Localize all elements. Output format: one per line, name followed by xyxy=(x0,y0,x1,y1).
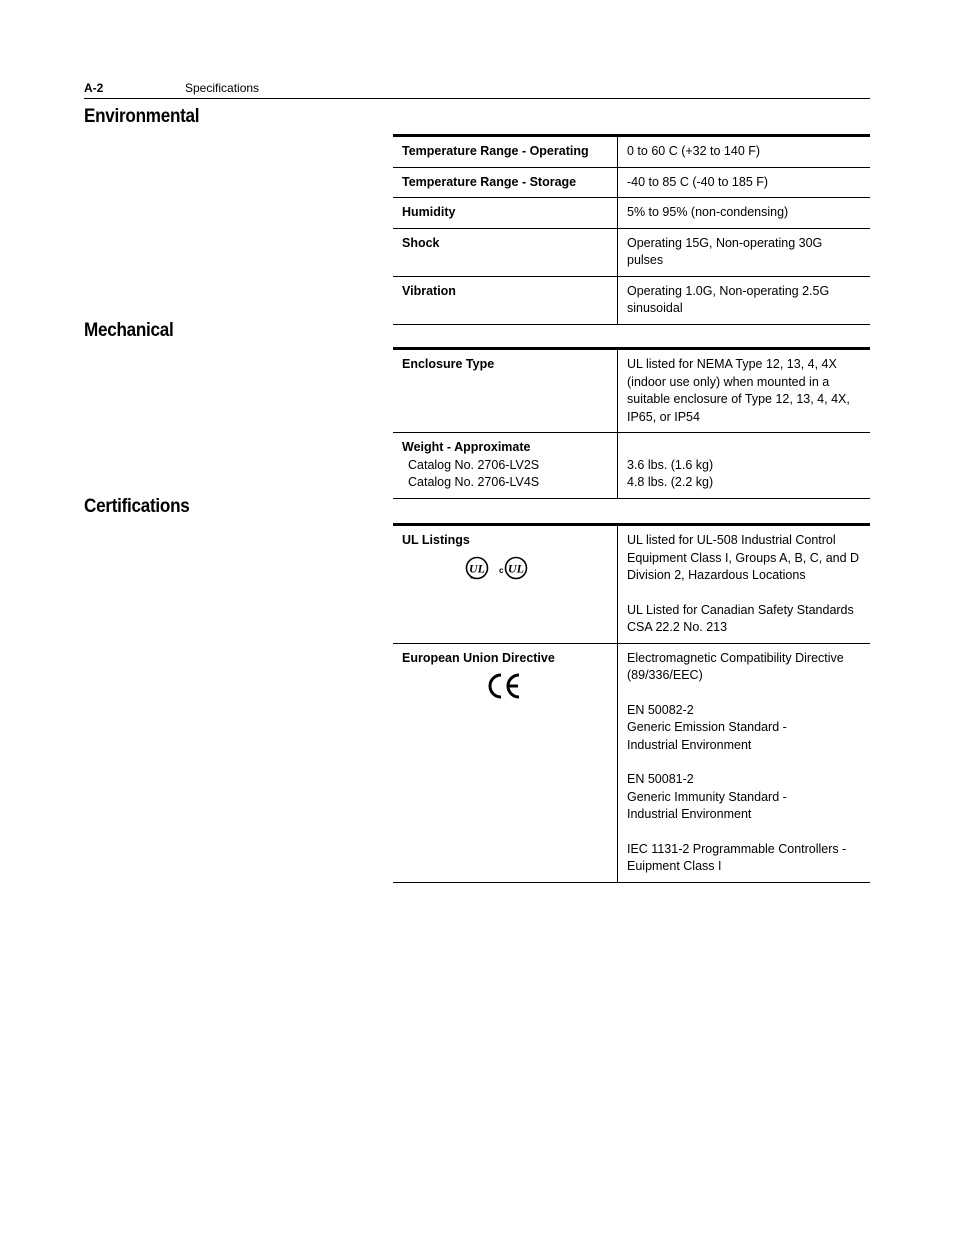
spec-value: UL Listed for Canadian Safety Standards CSA 22.2 No. 213 xyxy=(627,602,854,634)
spec-value: 5% to 95% (non-condensing) xyxy=(618,198,871,229)
ul-listed-mark-icon xyxy=(465,554,545,582)
spec-value: EN 50081-2 Generic Immunity Standard - Industrial Environment xyxy=(627,772,787,821)
spec-label: Temperature Range - Operating xyxy=(393,136,618,168)
eu-value-cell xyxy=(618,643,871,882)
eu-label-cell xyxy=(393,643,618,882)
table-row xyxy=(393,167,870,198)
certifications-heading: Certifications xyxy=(84,496,190,517)
ul-logos xyxy=(402,554,608,582)
spec-value: Operating 1.0G, Non-operating 2.5G sinusoidal xyxy=(618,276,871,324)
weight-value: 3.6 lbs. (1.6 kg) xyxy=(627,457,714,472)
spec-label: Shock xyxy=(393,228,618,276)
spec-value: -40 to 85 C (-40 to 185 F) xyxy=(618,167,871,198)
svg-text:UL: UL xyxy=(508,561,524,575)
mechanical-table xyxy=(393,347,870,499)
table-row xyxy=(393,276,870,324)
svg-text:®: ® xyxy=(470,574,473,580)
spec-value: 0 to 60 C (+32 to 140 F) xyxy=(618,136,871,168)
mechanical-heading: Mechanical xyxy=(84,320,174,341)
svg-text:UL: UL xyxy=(469,561,485,575)
catalog-number: Catalog No. 2706-LV2S xyxy=(408,457,540,472)
certifications-table xyxy=(393,523,870,883)
page-header xyxy=(84,80,870,99)
catalog-number: Catalog No. 2706-LV4S xyxy=(408,475,540,489)
ul-label-cell xyxy=(393,525,618,644)
ce-logo xyxy=(402,671,608,701)
table-row xyxy=(393,433,870,499)
ce-mark-icon xyxy=(485,671,525,701)
table-row xyxy=(393,228,870,276)
spec-label: UL Listings xyxy=(402,533,470,547)
spec-label: Enclosure Type xyxy=(393,349,618,433)
table-row xyxy=(393,643,870,882)
table-row xyxy=(393,198,870,229)
spec-value: IEC 1131-2 Programmable Controllers - Euipment Class I xyxy=(627,841,847,873)
spec-label: Weight - Approximate xyxy=(402,440,531,454)
environmental-heading: Environmental xyxy=(84,106,200,127)
weight-value-cell xyxy=(618,433,871,499)
table-row xyxy=(393,349,870,433)
spec-value: Electromagnetic Compatibility Directive (89/336/EEC) xyxy=(627,650,844,682)
ul-value-cell xyxy=(618,525,871,644)
spec-value: Operating 15G, Non-operating 30G pulses xyxy=(618,228,871,276)
table-row xyxy=(393,525,870,644)
spec-value: EN 50082-2 Generic Emission Standard - Industrial Environment xyxy=(627,702,787,752)
spec-value: UL listed for NEMA Type 12, 13, 4, 4X (indoor use only) when mounted in a suitable enclosure of Type 12, 13, 4, 4X, IP65, or IP54 xyxy=(618,349,871,433)
spec-label: Humidity xyxy=(393,198,618,229)
weight-value: 4.8 lbs. (2.2 kg) xyxy=(627,475,714,489)
spec-label: European Union Directive xyxy=(402,650,555,665)
svg-text:c: c xyxy=(499,565,504,575)
spec-label: Temperature Range - Storage xyxy=(393,167,618,198)
page-number: A-2 xyxy=(84,81,104,95)
spec-label: Vibration xyxy=(393,276,618,324)
spec-value: UL listed for UL-508 Industrial Control Equipment Class I, Groups A, B, C, and D Division 2, Hazardous Locations xyxy=(627,533,860,582)
weight-label-cell xyxy=(393,433,618,499)
environmental-table xyxy=(393,134,870,325)
table-row xyxy=(393,136,870,168)
running-section-title: Specifications xyxy=(185,81,260,95)
